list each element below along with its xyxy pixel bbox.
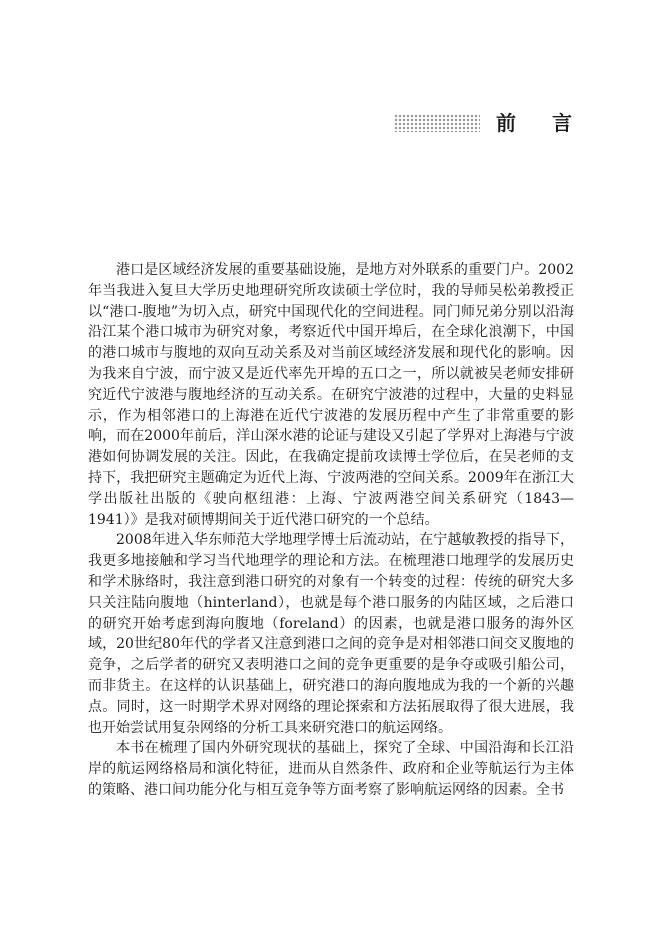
dot-pattern-ornament: [394, 114, 480, 132]
body-text: [88, 260, 574, 801]
paragraph-1: 港口是区域经济发展的重要基础设施，是地方对外联系的重要门户。2002年当我进入复旦大学历史地理研究所攻读硕士学位时，我的导师吴松弟教授正以“港口-腹地”为切入点，研究中国现代化的空间进程。同门师兄弟分别以沿海沿江某个港口城市为研究对象，考察近代中国开埠后，在全球化浪潮下，中国的港口城市与腹地的双向互动关系及对当前区域经济发展和现代化的影响。因为我来自宁波，而宁波又是近代率先开埠的五口之一，所以就被吴老师安排研究近代宁波港与腹地经济的互动关系。在研究宁波港的过程中，大量的史料显示，作为相邻港口的上海港在近代宁波港的发展历程中产生了非常重要的影响，而在2000年前后，洋山深水港的论证与建设又引起了学界对上海港与宁波港如何协调发展的关注。因此，在我确定提前攻读博士学位后，在吴老师的支持下，我把研究主题确定为近代上海、宁波两港的空间关系。2009年在浙江大学出版社出版的《驶向枢纽港：上海、宁波两港空间关系研究（1843—1941）》是我对硕博期间关于近代港口研究的一个总结。: [88, 262, 574, 528]
chapter-header: [394, 110, 608, 136]
paragraph-3: 本书在梳理了国内外研究现状的基础上，探究了全球、中国沿海和长江沿岸的航运网络格局和演化特征，进而从自然条件、政府和企业等航运行为主体的策略、港口间功能分化与相互竞争等方面考察了影响航运网络的因素。全书: [88, 740, 574, 798]
paragraph-2: 2008年进入华东师范大学地理学博士后流动站，在宁越敏教授的指导下，我更多地接触和学习当代地理学的理论和方法。在梳理港口地理学的发展历史和学术脉络时，我注意到港口研究的对象有一个转变的过程：传统的研究大多只关注陆向腹地（hinterland），也就是每个港口服务的内陆区域，之后港口的研究开始考虑到海向腹地（foreland）的因素，也就是港口服务的海外区域，20世纪80年代的学者又注意到港口之间的竞争是对相邻港口间交叉腹地的竞争，之后学者的研究又表明港口之间的竞争更重要的是争夺或吸引船公司，而非货主。在这样的认识基础上，研究港口的海向腹地成为我的一个新的兴趣点。同时，这一时期学术界对网络的理论探索和方法拓展取得了很大进展，我也开始尝试用复杂网络的分析工具来研究港口的航运网络。: [88, 532, 574, 736]
chapter-title: 前言: [496, 111, 608, 135]
